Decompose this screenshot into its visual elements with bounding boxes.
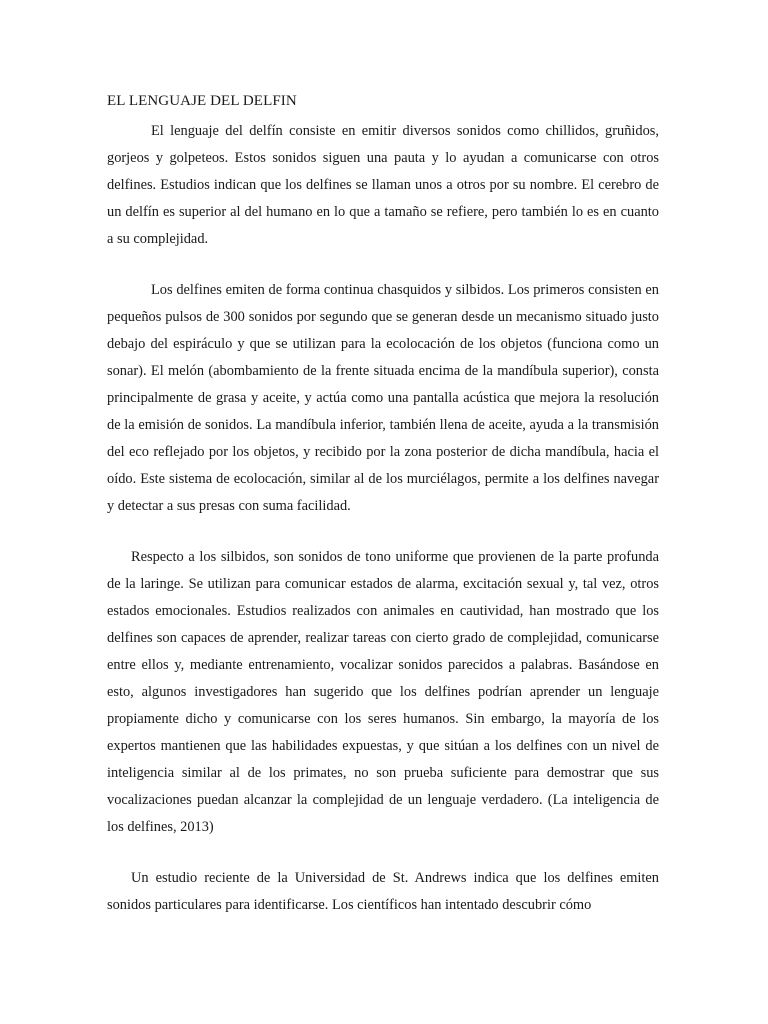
paragraph-4: Un estudio reciente de la Universidad de St. Andrews indica que los delfines emiten sonidos particulares para identificarse. Los científicos han intentado descubrir cómo	[107, 870, 659, 913]
paragraph-3: Respecto a los silbidos, son sonidos de tono uniforme que provienen de la parte profunda de la laringe. Se utilizan para comunicar estados de alarma, excitación sexual y, tal vez, otros estados emocionales. Estudios realizados con animales en cautividad, han mostrado que los delfines son capaces de aprender, realizar tareas con cierto grado de complejidad, comunicarse entre ellos y, mediante entrenamiento, vocalizar sonidos parecidos a palabras. Basándose en esto, algunos investigadores han sugerido que los delfines podrían aprender un lenguaje propiamente dicho y comunicarse con los seres humanos. Sin embargo, la mayoría de los expertos mantienen que las habilidades expuestas, y que sitúan a los delfines con un nivel de inteligencia similar al de los primates, no son prueba suficiente para demostrar que sus vocalizaciones puedan alcanzar la complejidad de un lenguaje verdadero. (La inteligencia de los delfines, 2013)	[107, 549, 659, 835]
paragraph-2: Los delfines emiten de forma continua chasquidos y silbidos. Los primeros consisten en pequeños pulsos de 300 sonidos por segundo que se generan desde un mecanismo situado justo debajo del espiráculo y que se utilizan para la ecolocación de los objetos (funciona como un sonar). El melón (abombamiento de la frente situada encima de la mandíbula superior), consta principalmente de grasa y aceite, y actúa como una pantalla acústica que mejora la resolución de la emisión de sonidos. La mandíbula inferior, también llena de aceite, ayuda a la transmisión del eco reflejado por los objetos, y recibido por la zona posterior de dicha mandíbula, hacia el oído. Este sistema de ecolocación, similar al de los murciélagos, permite a los delfines navegar y detectar a sus presas con suma facilidad.	[107, 282, 659, 514]
document-page	[107, 88, 659, 919]
paragraph-1: El lenguaje del delfín consiste en emitir diversos sonidos como chillidos, gruñidos, gorjeos y golpeteos. Estos sonidos siguen una pauta y lo ayudan a comunicarse con otros delfines. Estudios indican que los delfines se llaman unos a otros por su nombre. El cerebro de un delfín es superior al del humano en lo que a tamaño se refiere, pero también lo es en cuanto a su complejidad.	[107, 123, 659, 247]
document-title: EL LENGUAJE DEL DELFIN	[107, 93, 297, 109]
